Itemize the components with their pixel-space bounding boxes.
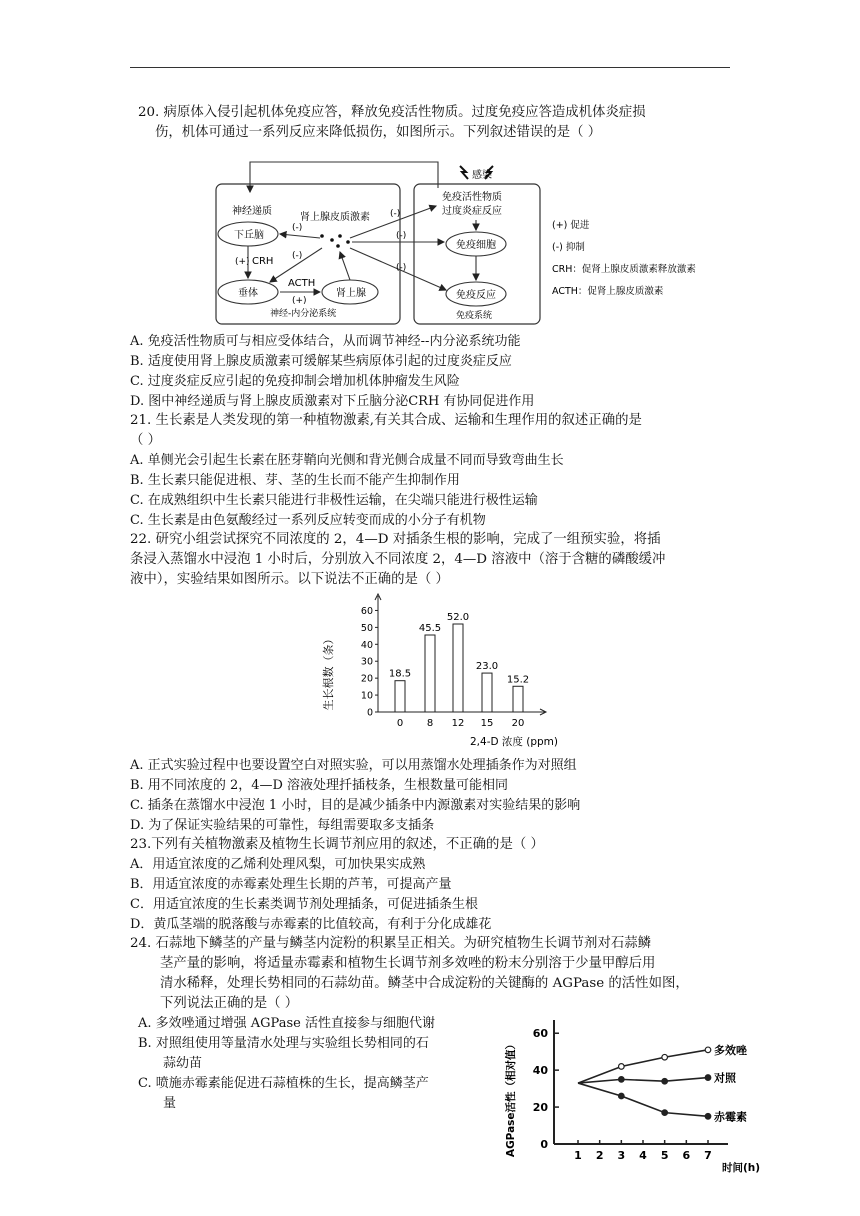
line-point <box>705 1047 711 1053</box>
q23-option-a: A．用适宜浓度的乙烯利处理风梨，可加快果实成熟 <box>130 857 426 872</box>
cortical-hormone-label: 肾上腺皮质激素 <box>300 212 370 223</box>
q24-option-c-line1: C. 喷施赤霉素能促进石蒜植株的生长，提高鳞茎产 <box>138 1076 429 1091</box>
q23-option-c: C．用适宜浓度的生长素类调节剂处理插条，可促进插条生根 <box>130 897 478 912</box>
bar-y-tick-label: 40 <box>360 639 373 651</box>
q22-option-a: A. 正式实验过程中也要设置空白对照实验，可以用蒸馏水处理插条作为对照组 <box>130 758 577 773</box>
bar-x-tick-label: 12 <box>451 718 465 729</box>
hypothalamus-label: 下丘脑 <box>234 230 264 241</box>
adrenal-label: 肾上腺 <box>336 288 366 299</box>
bar-mark <box>482 673 492 712</box>
bar-y-tick-label: 10 <box>360 690 373 702</box>
bar-value-label: 52.0 <box>446 612 470 623</box>
bar-y-tick-label: 50 <box>360 622 373 634</box>
q20-option-d: D. 图中神经递质与肾上腺皮质激素对下丘脑分泌CRH 有协同促进作用 <box>130 394 535 409</box>
q20-option-a: A. 免疫活性物质可与相应受体结合，从而调节神经--内分泌系统功能 <box>130 334 521 349</box>
line-point <box>705 1114 711 1120</box>
line-x-tick-label: 1 <box>574 1149 582 1162</box>
crh-label: CRH <box>252 256 274 267</box>
q24-option-c-line2: 量 <box>163 1096 177 1111</box>
bar-mark <box>425 635 435 712</box>
crh-plus: (+) <box>235 257 250 267</box>
line-x-tick-label: 5 <box>660 1149 669 1162</box>
q22-stem-line3: 液中），实验结果如图所示。以下说法不正确的是（ ） <box>130 572 449 587</box>
svg-text:(-): (-) <box>292 223 303 233</box>
q24-option-a: A. 多效唑通过增强 AGPase 活性直接参与细胞代谢 <box>138 1016 435 1031</box>
line-x-tick-label: 4 <box>639 1149 647 1162</box>
line-point <box>662 1078 668 1084</box>
line-series-label: 赤霉素 <box>714 1110 747 1124</box>
q22-xlabel: 2,4-D 浓度 (ppm) <box>470 736 558 748</box>
q24-stem-line3: 清水稀释，处理长势相同的石蒜幼苗。鳞茎中合成淀粉的关键酶的 AGPase 的活性如图， <box>160 976 689 991</box>
svg-text:(-): (-) <box>390 209 401 219</box>
line-x-tick-label: 3 <box>617 1149 626 1162</box>
q22-ylabel: 生长根数（条） <box>322 633 335 711</box>
q23-option-d: D．黄瓜茎端的脱落酸与赤霉素的比值较高，有利于分化成雄花 <box>130 917 492 932</box>
line-y-tick-label: 20 <box>532 1101 548 1115</box>
q24-xlabel: 时间(h) <box>722 1162 761 1174</box>
line-x-tick-label: 7 <box>704 1149 712 1162</box>
q22-option-c: C. 插条在蒸馏水中浸泡 1 小时，目的是减少插条中内源激素对实验结果的影响 <box>130 798 581 813</box>
bar-value-label: 45.5 <box>418 623 442 634</box>
immune-box <box>414 184 540 324</box>
bar-x-tick-label: 20 <box>511 718 525 729</box>
line-series-1 <box>578 1078 708 1084</box>
bar-mark <box>453 624 463 712</box>
q24-option-b-line1: B. 对照组使用等量清水处理与实验组长势相同的石 <box>138 1036 429 1051</box>
svg-text:(-): (-) <box>396 263 407 273</box>
bar-x-tick-label: 0 <box>396 718 404 729</box>
q21-option-d: C. 生长素是由色氨酸经过一系列反应转变而成的小分子有机物 <box>130 513 486 528</box>
q21-stem-line1: 21. 生长素是人类发现的第一种植物激素,有关其合成、运输和生理作用的叙述正确的是 <box>130 413 642 428</box>
line-x-tick-label: 6 <box>682 1149 691 1162</box>
immune-substance-label: 免疫活性物质 <box>442 192 502 203</box>
acth-label: ACTH <box>288 278 316 289</box>
lightning-icon <box>460 166 468 179</box>
header-rule <box>130 67 730 68</box>
q20-stem-line2: 伤，机体可通过一系列反应来降低损伤，如图所示。下列叙述错误的是（ ） <box>155 125 602 140</box>
infection-label: 感染 <box>472 170 492 181</box>
bar-y-tick-label: 20 <box>360 673 373 685</box>
line-y-tick-label: 0 <box>540 1138 548 1151</box>
feedback-arrow <box>250 162 438 192</box>
bar-value-label: 15.2 <box>506 674 530 686</box>
q21-option-b: B. 生长素只能促进根、芽、茎的生长而不能产生抑制作用 <box>130 473 460 488</box>
line-series-0 <box>578 1050 708 1083</box>
q22-option-b: B. 用不同浓度的 2，4—D 溶液处理扦插枝条，生根数量可能相同 <box>130 778 509 793</box>
q22-stem-line2: 条浸入蒸馏水中浸泡 1 小时后，分别放入不同浓度 2，4—D 溶液中（溶于含糖的磷酸缓冲 <box>130 552 666 567</box>
q24-stem-line4: 下列说法正确的是（ ） <box>160 996 299 1011</box>
q24-stem-line1: 24. 石蒜地下鳞茎的产量与鳞茎内淀粉的积累呈正相关。为研究植物生长调节剂对石蒜鳞 <box>130 936 652 951</box>
bar-x-tick-label: 8 <box>426 718 434 729</box>
legend-plus: (+) 促进 <box>552 220 590 231</box>
immune-system-label: 免疫系统 <box>456 311 493 321</box>
q22-option-d: D. 为了保证实验结果的可靠性，每组需要取多支插条 <box>130 818 435 833</box>
line-point <box>619 1077 625 1083</box>
line-y-tick-label: 40 <box>532 1064 548 1078</box>
line-series-2 <box>578 1083 708 1116</box>
neuro-endo-system-label: 神经-内分泌系统 <box>270 309 337 319</box>
inflammation-label: 过度炎症反应 <box>442 206 502 217</box>
immune-cell-label: 免疫细胞 <box>456 240 496 251</box>
bar-y-tick-label: 30 <box>360 656 373 668</box>
svg-text:(-): (-) <box>292 251 303 261</box>
bar-x-tick-label: 15 <box>480 718 494 729</box>
legend-minus: (-) 抑制 <box>552 242 585 253</box>
bar-value-label: 23.0 <box>475 661 499 673</box>
bar-y-tick-label: 0 <box>366 707 373 719</box>
line-series-label: 多效唑 <box>714 1043 747 1057</box>
pituitary-label: 垂体 <box>238 288 258 299</box>
acth-plus: (+) <box>292 296 307 306</box>
legend-crh: CRH：促肾上腺皮质激素释放激素 <box>552 264 696 275</box>
q21-option-c: C. 在成熟组织中生长素只能进行非极性运输，在尖端只能进行极性运输 <box>130 493 538 508</box>
neuro-transmitter-label: 神经递质 <box>232 206 272 217</box>
q23-option-b: B．用适宜浓度的赤霉素处理生长期的芦苇，可提高产量 <box>130 877 452 892</box>
line-point <box>619 1064 625 1070</box>
line-x-tick-label: 2 <box>595 1149 604 1162</box>
q24-ylabel: AGPase活性（相对值） <box>505 1038 517 1158</box>
bar-mark <box>513 686 523 712</box>
svg-text:(-): (-) <box>396 231 407 241</box>
legend-acth: ACTH：促肾上腺皮质激素 <box>552 286 664 297</box>
line-point <box>662 1054 668 1060</box>
q24-stem-line2: 茎产量的影响，将适量赤霉素和植物生长调节剂多效唑的粉末分别溶于少量甲醇后用 <box>160 956 656 971</box>
line-y-tick-label: 60 <box>532 1027 548 1041</box>
q20-diagram <box>210 158 730 328</box>
line-point <box>705 1075 711 1081</box>
q23-stem: 23.下列有关植物激素及植物生长调节剂应用的叙述，不正确的是（ ） <box>130 837 544 852</box>
q20-option-b: B. 适度使用肾上腺皮质激素可缓解某些病原体引起的过度炎症反应 <box>130 354 512 369</box>
immune-response-label: 免疫反应 <box>456 290 496 301</box>
bar-mark <box>395 681 405 712</box>
q24-option-b-line2: 蒜幼苗 <box>163 1056 203 1071</box>
line-series-label: 对照 <box>714 1071 736 1085</box>
q22-stem-line1: 22. 研究小组尝试探究不同浓度的 2，4—D 对插条生根的影响，完成了一组预实验，将插 <box>130 532 661 547</box>
q21-stem-line2: （ ） <box>130 433 162 448</box>
q20-option-c: C. 过度炎症反应引起的免疫抑制会增加机体肿瘤发生风险 <box>130 374 460 389</box>
line-point <box>619 1093 625 1099</box>
neuro-endo-box <box>216 184 400 324</box>
q21-option-a: A. 单侧光会引起生长素在胚芽鞘向光侧和背光侧合成量不同而导致弯曲生长 <box>130 453 564 468</box>
q20-stem-line1: 20. 病原体入侵引起机体免疫应答，释放免疫活性物质。过度免疫应答造成机体炎症损 <box>138 105 646 120</box>
line-point <box>662 1110 668 1116</box>
q24-line-chart <box>500 1016 800 1176</box>
bar-y-tick-label: 60 <box>360 605 373 617</box>
q22-bar-chart <box>320 592 560 752</box>
bar-value-label: 18.5 <box>388 668 412 680</box>
